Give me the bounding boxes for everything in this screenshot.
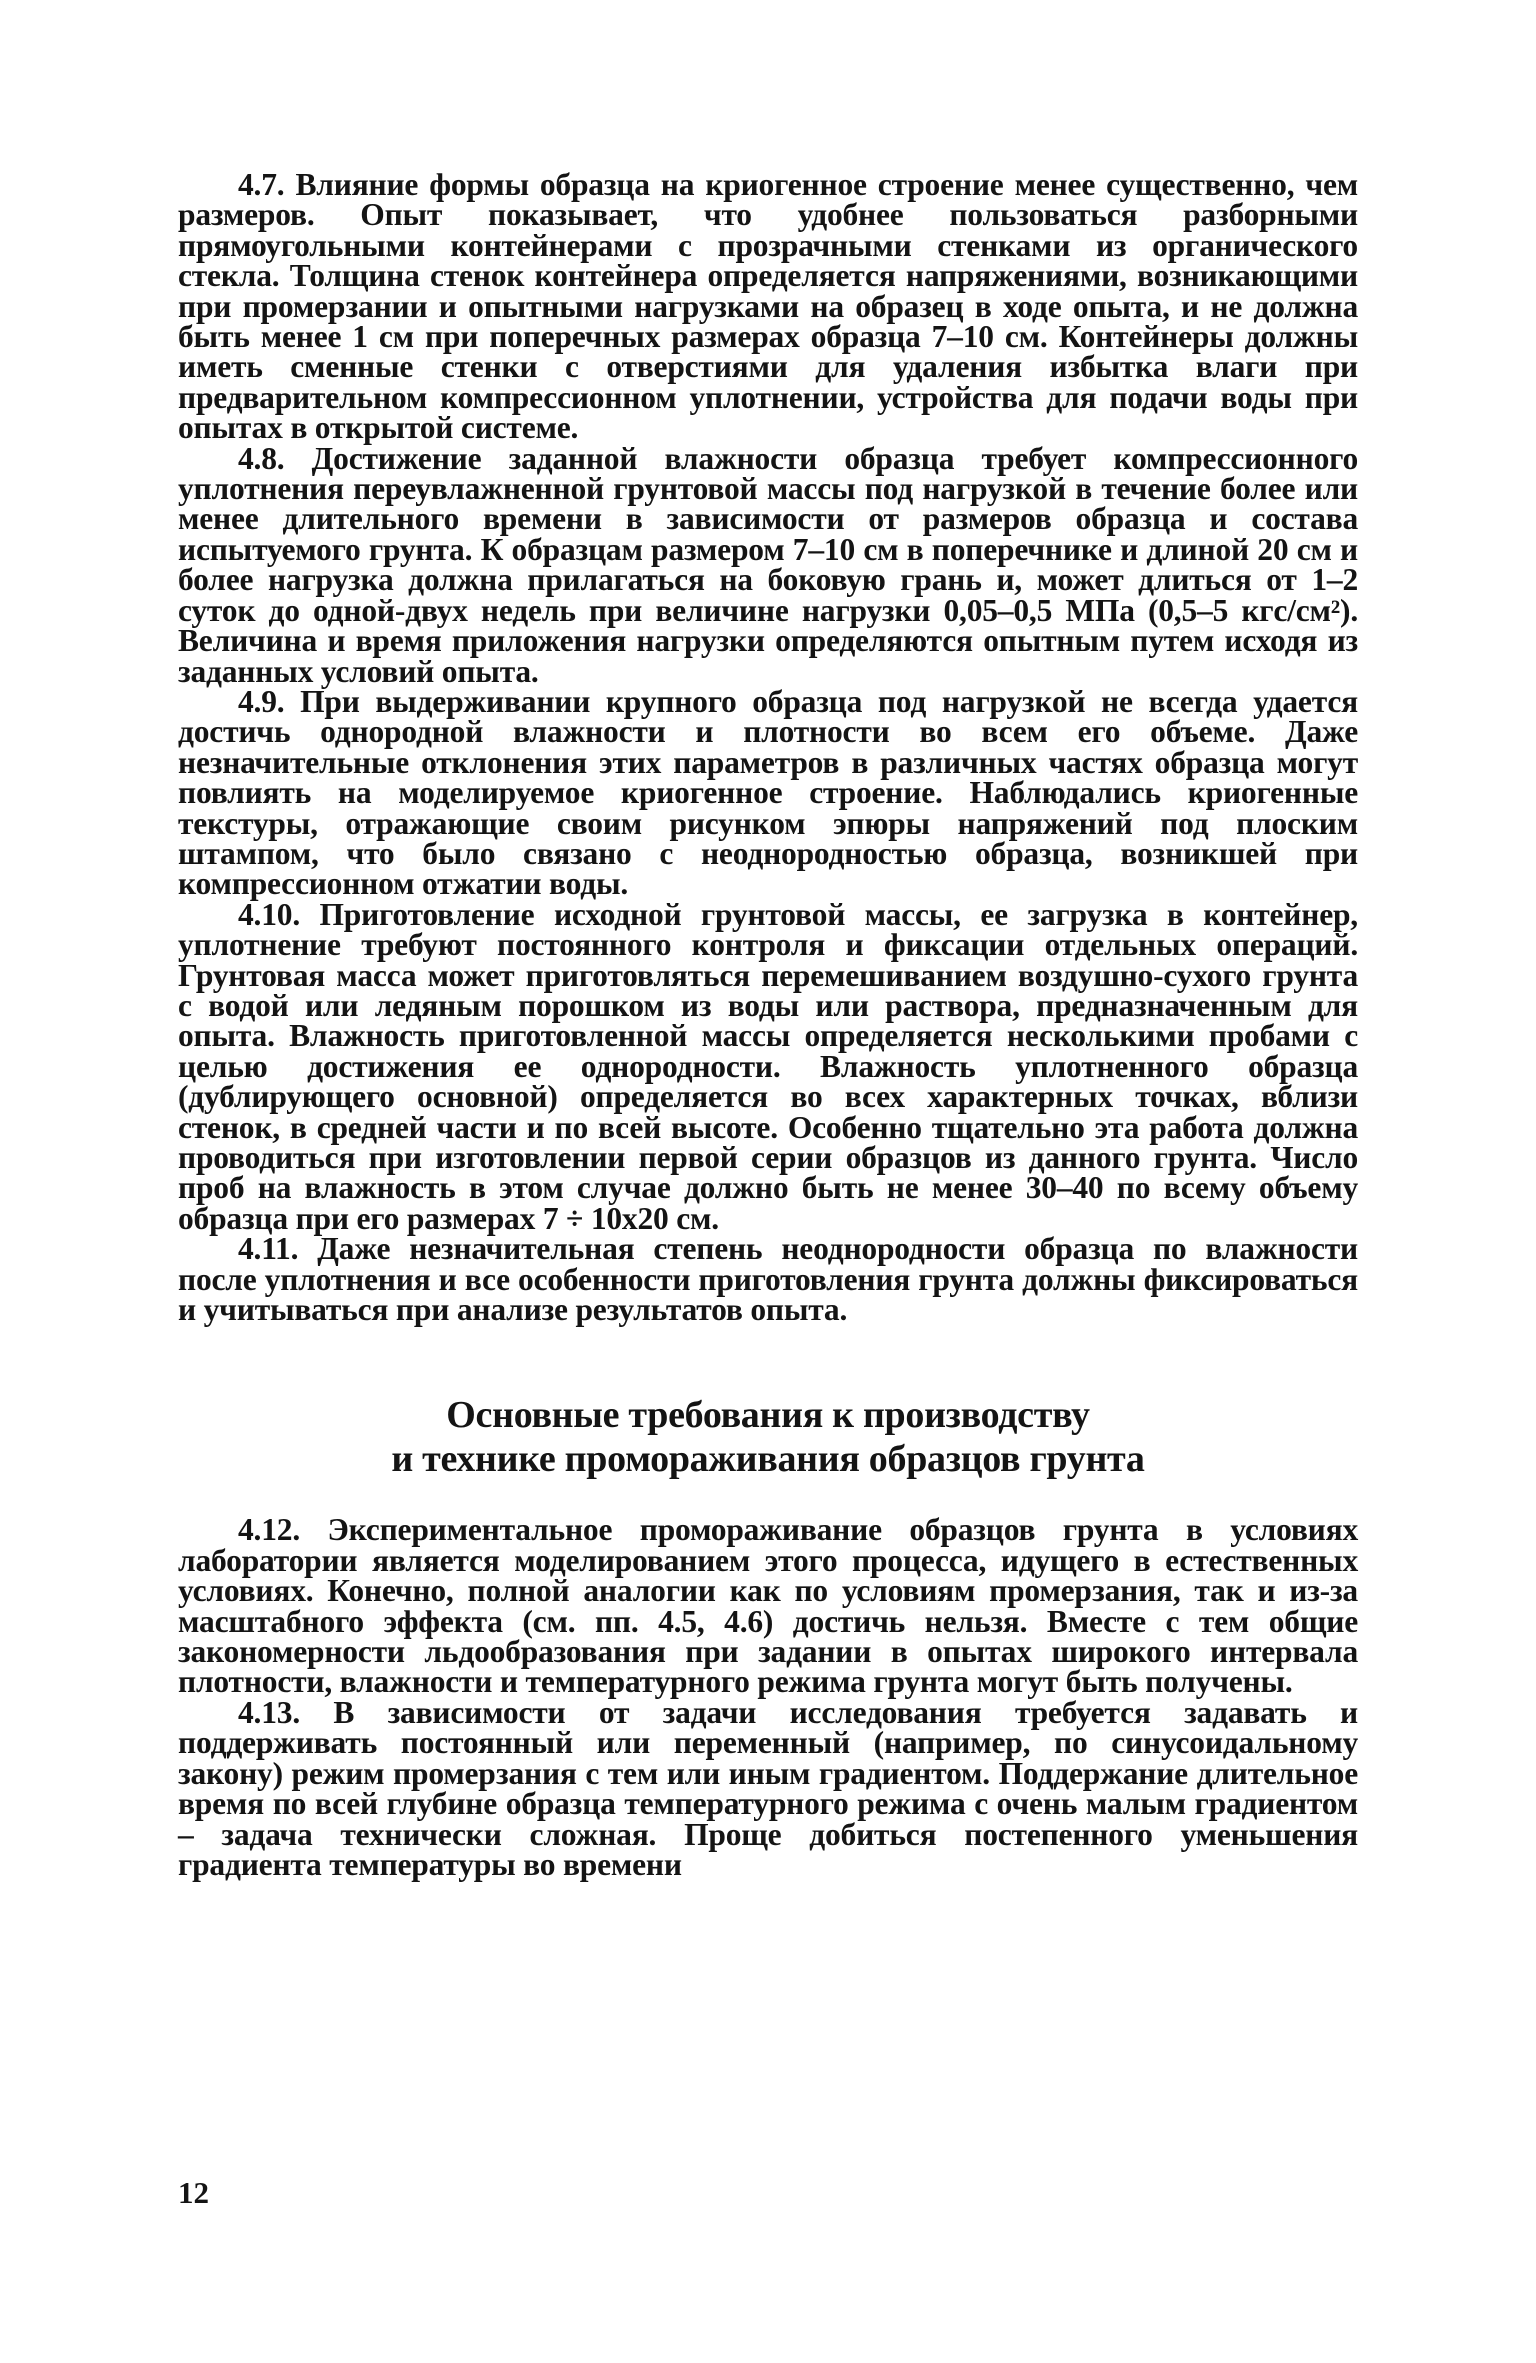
paragraph-4-13: 4.13. В зависимости от задачи исследования требуется задавать и поддерживать постоянный или переменный (например, по синусоидальному закону) режим промерзания с тем или иным градиентом. Поддержание длительное время по всей глубине образца температурного режима с очень малым градиентом – задача технически сложная. Проще добиться постепенного уменьшения градиента температуры во времени <box>178 1694 1358 1882</box>
section-heading-line-2: и технике промораживания образцов грунта <box>391 1438 1145 1481</box>
paragraph-4-7: 4.7. Влияние формы образца на криогенное строение менее существенно, чем размеров. Опыт показывает, что удобнее пользоваться разборными прямоугольными контейнерами с прозрачными стенками из органического стекла. Толщина стенок контейнера определяется напряжениями, возникающими при промерзании и опытными нагрузками на образец в ходе опыта, и не должна быть менее 1 см при поперечных размерах образца 7–10 см. Контейнеры должны иметь сменные стенки с отверстиями для удаления избытка влаги при предварительном компрессионном уплотнении, устройства для подачи воды при опытах в открытой системе. <box>178 167 1358 446</box>
paragraph-4-8: 4.8. Достижение заданной влажности образца требует компрессионного уплотнения переувлажненной грунтовой массы под нагрузкой в течение более или менее длительного времени в зависимости от размеров образца и состава испытуемого грунта. К образцам размером 7–10 см в поперечнике и длиной 20 см и более нагрузка должна прилагаться на боковую грань и, может длиться от 1–2 суток до одной-двух недель при величине нагрузки 0,05–0,5 МПа (0,5–5 кгс/см²). Величина и время приложения нагрузки определяются опытным путем исходя из заданных условий опыта. <box>178 440 1358 689</box>
paragraph-4-9: 4.9. При выдерживании крупного образца под нагрузкой не всегда удается достичь однородной влажности и плотности во всем его объеме. Даже незначительные отклонения этих параметров в различных частях образца могут повлиять на моделируемое криогенное строение. Наблюдались криогенные текстуры, отражающие своим рисунком эпюры напряжений под плоским штампом, что было связано с неоднородностью образца, возникшей при компрессионном отжатии воды. <box>178 683 1358 902</box>
paragraph-4-10: 4.10. Приготовление исходной грунтовой массы, ее загрузка в контейнер, уплотнение требуют постоянного контроля и фиксации отдельных операций. Грунтовая масса может приготовляться перемешиванием воздушно-сухого грунта с водой или ледяным порошком из воды или раствора, предназначенным для опыта. Влажность приготовленной массы определяется несколькими пробами с целью достижения ее однородности. Влажность уплотненного образца (дублирующего основной) определяется во всех характерных точках, вблизи стенок, в средней части и по всей высоте. Особенно тщательно эта работа должна проводиться при изготовлении первой серии образцов из данного грунта. Число проб на влажность в этом случае должно быть не менее 30–40 по всему объему образца при его размерах 7 ÷ 10x20 см. <box>178 896 1358 1236</box>
paragraph-4-11: 4.11. Даже незначительная степень неоднородности образца по влажности после уплотнения и все особенности приготовления грунта должны фиксироваться и учитываться при анализе результатов опыта. <box>178 1231 1358 1328</box>
paragraph-4-12: 4.12. Экспериментальное промораживание образцов грунта в условиях лаборатории является моделированием этого процесса, идущего в естественных условиях. Конечно, полной аналогии как по условиям промерзания, так и из-за масштабного эффекта (см. пп. 4.5, 4.6) достичь нельзя. Вместе с тем общие закономерности льдообразования при задании в опытах широкого интервала плотности, влажности и температурного режима грунта могут быть получены. <box>178 1512 1358 1700</box>
page-number: 12 <box>178 2175 209 2210</box>
section-heading <box>178 1393 1358 1481</box>
page-content <box>178 167 1358 1882</box>
section-heading-line-1: Основные требования к производству <box>446 1394 1090 1437</box>
